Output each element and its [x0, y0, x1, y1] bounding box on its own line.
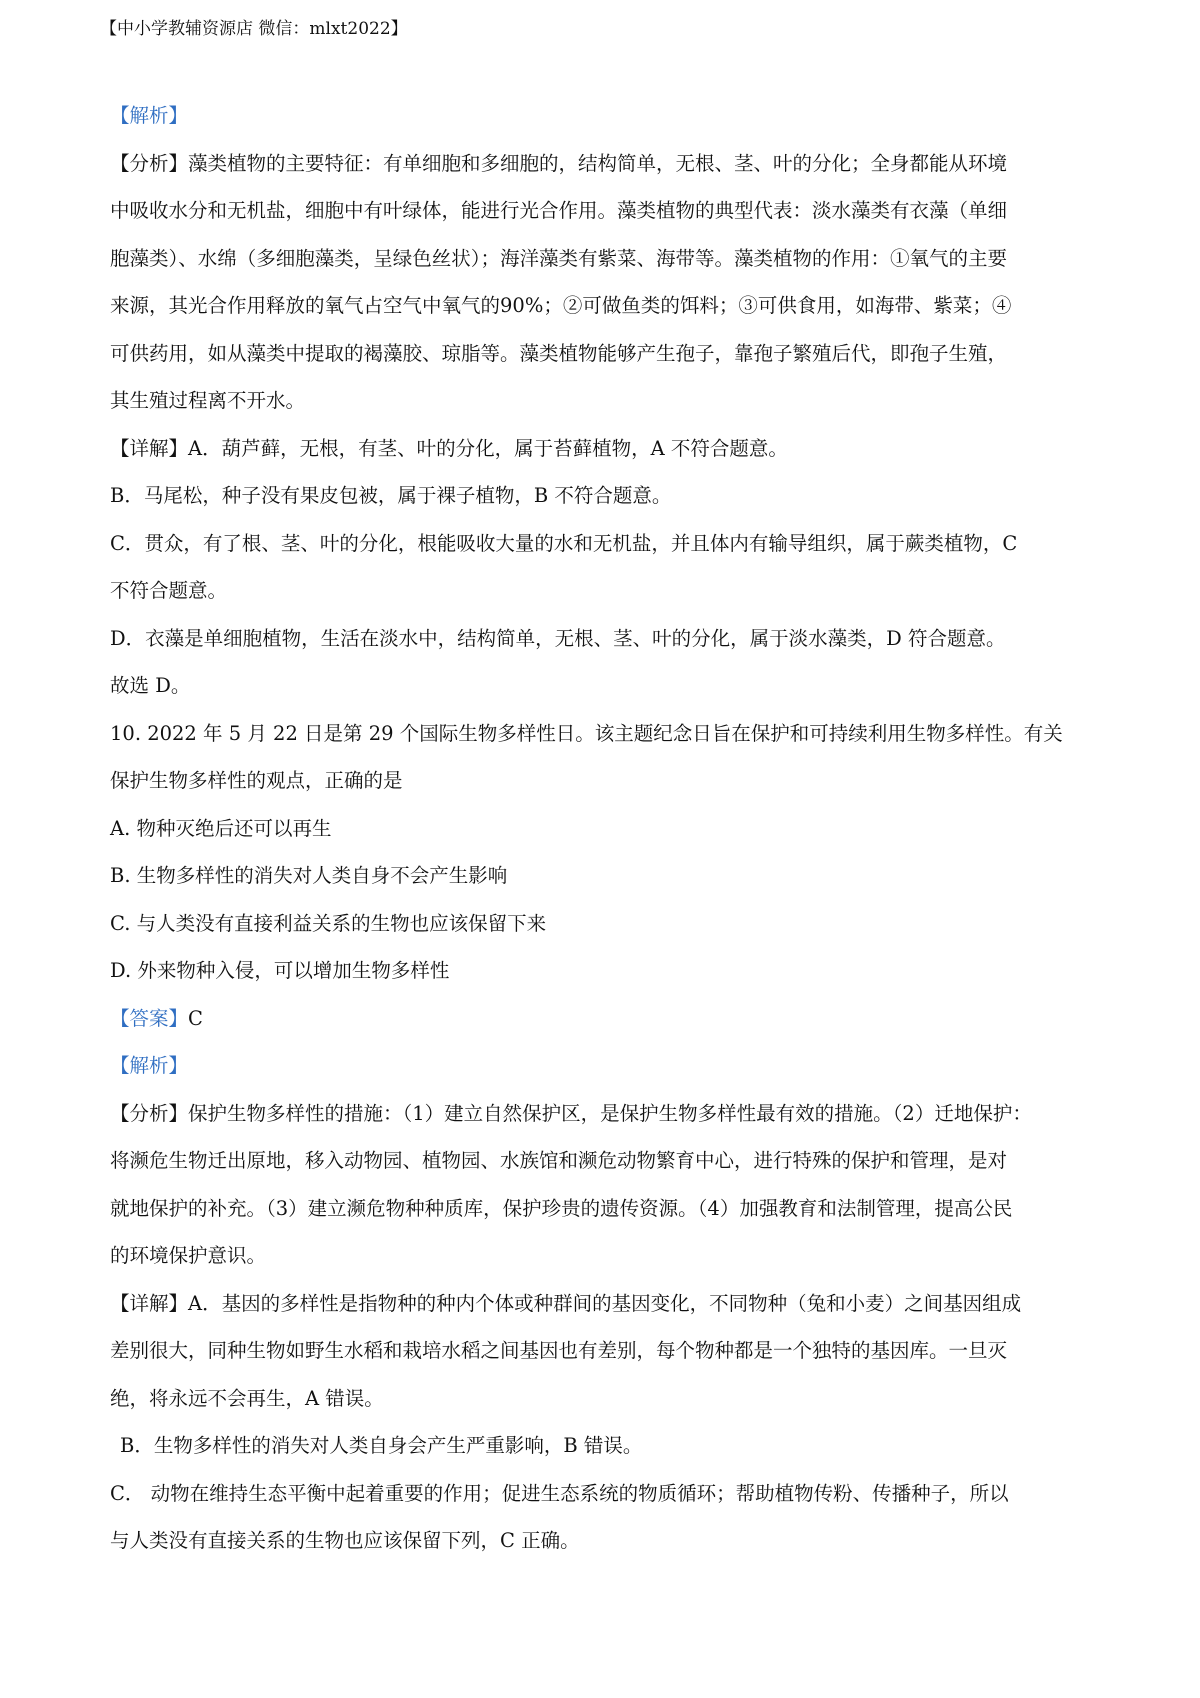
q9-detail-line: B．马尾松，种子没有果皮包被，属于裸子植物，B 不符合题意。: [110, 484, 672, 507]
q10-jiexi-heading: [110, 1042, 1100, 1090]
q10-analysis-line: 的环境保护意识。: [110, 1244, 267, 1267]
q10-option-c: C. 与人类没有直接利益关系的生物也应该保留下来: [110, 911, 547, 935]
q9-detail-line: C．贯众，有了根、茎、叶的分化，根能吸收大量的水和无机盐，并且体内有输导组织，属于蕨类植物，C: [110, 531, 1018, 555]
page-header: 【中小学教辅资源店 微信：mlxt2022】: [100, 19, 408, 39]
q10-analysis-line: 将濒危生物迁出原地，移入动物园、植物园、水族馆和濒危动物繁育中心，进行特殊的保护和管理，是对: [110, 1149, 1008, 1172]
q10-analysis-line: 就地保护的补充。（3）建立濒危物种种质库，保护珍贵的遗传资源。（4）加强教育和法制管理，提高公民: [110, 1196, 1013, 1220]
q9-analysis-line: 胞藻类）、水绵（多细胞藻类，呈绿色丝状）；海洋藻类有紫菜、海带等。藻类植物的作用：①氧气的主要: [110, 246, 1008, 270]
q10-answer: [110, 995, 1100, 1043]
q9-analysis-text: 藻类植物的主要特征：有单细胞和多细胞的，结构简单，无根、茎、叶的分化；全身都能从环境: [188, 151, 1008, 175]
q10-detail-line: B．生物多样性的消失对人类自身会产生严重影响，B 错误。: [120, 1434, 643, 1457]
q10-stem-line: 10. 2022 年 5 月 22 日是第 29 个国际生物多样性日。该主题纪念日旨在保护和可持续利用生物多样性。有关: [110, 721, 1063, 745]
q10-option-d: D. 外来物种入侵，可以增加生物多样性: [110, 959, 450, 982]
q9-analysis-line: 可供药用，如从藻类中提取的褐藻胶、琼脂等。藻类植物能够产生孢子，靠孢子繁殖后代，即孢子生殖，: [110, 341, 1008, 365]
q10-stem-line: 保护生物多样性的观点，正确的是: [110, 769, 403, 792]
q10-option-b: B. 生物多样性的消失对人类自身不会产生影响: [110, 864, 508, 887]
q10-answer-value: C: [188, 1006, 203, 1030]
q9-detail-line: 故选 D。: [110, 674, 191, 697]
q10-option-a: A. 物种灭绝后还可以再生: [110, 816, 332, 840]
q9-analysis-line: 来源，其光合作用释放的氧气占空气中氧气的90%；②可做鱼类的饵料；③可供食用，如海带、紫菜；④: [110, 294, 1012, 317]
q10-analysis-label: 【分析】: [110, 1101, 189, 1125]
q9-analysis-line: 中吸收水分和无机盐，细胞中有叶绿体，能进行光合作用。藻类植物的典型代表：淡水藻类有衣藻（单细: [110, 199, 1008, 222]
document-body: [110, 92, 1100, 1565]
q9-detail-text: A．葫芦藓，无根，有茎、叶的分化，属于苔藓植物，A 不符合题意。: [188, 436, 788, 460]
q10-detail-line: [110, 1280, 1100, 1328]
q10-answer-label: 【答案】: [110, 1006, 189, 1030]
q10-detail-line: 差别很大，同种生物如野生水稻和栽培水稻之间基因也有差别，每个物种都是一个独特的基因库。一旦灭: [110, 1339, 1008, 1362]
q10-detail-label: 【详解】: [110, 1291, 189, 1315]
q9-analysis-label: 【分析】: [110, 151, 189, 175]
q9-analysis-line: [110, 140, 1100, 188]
q9-detail-line: [110, 425, 1100, 473]
q10-detail-line: 与人类没有直接关系的生物也应该保留下列，C 正确。: [110, 1529, 580, 1552]
q9-analysis-line: 其生殖过程离不开水。: [110, 389, 306, 412]
q9-detail-line: D．衣藻是单细胞植物，生活在淡水中，结构简单，无根、茎、叶的分化，属于淡水藻类，D 符合题意。: [110, 626, 1006, 650]
q10-detail-text: A．基因的多样性是指物种的种内个体或种群间的基因变化，不同物种（兔和小麦）之间基因组成: [188, 1291, 1022, 1315]
q9-detail-line: 不符合题意。: [110, 579, 228, 602]
q9-jiexi-heading: [110, 92, 1100, 140]
q10-jiexi-label: 【解析】: [110, 1054, 189, 1077]
q10-detail-line: C． 动物在维持生态平衡中起着重要的作用；促进生态系统的物质循环；帮助植物传粉、传播种子，所以: [110, 1481, 1009, 1505]
q10-analysis-line: [110, 1090, 1100, 1138]
q10-detail-line: 绝，将永远不会再生，A 错误。: [110, 1386, 384, 1410]
q9-jiexi-label: 【解析】: [110, 104, 189, 127]
q9-detail-label: 【详解】: [110, 436, 189, 460]
q10-analysis-text: 保护生物多样性的措施：（1）建立自然保护区，是保护生物多样性最有效的措施。（2）迁地保护：: [188, 1101, 1032, 1125]
